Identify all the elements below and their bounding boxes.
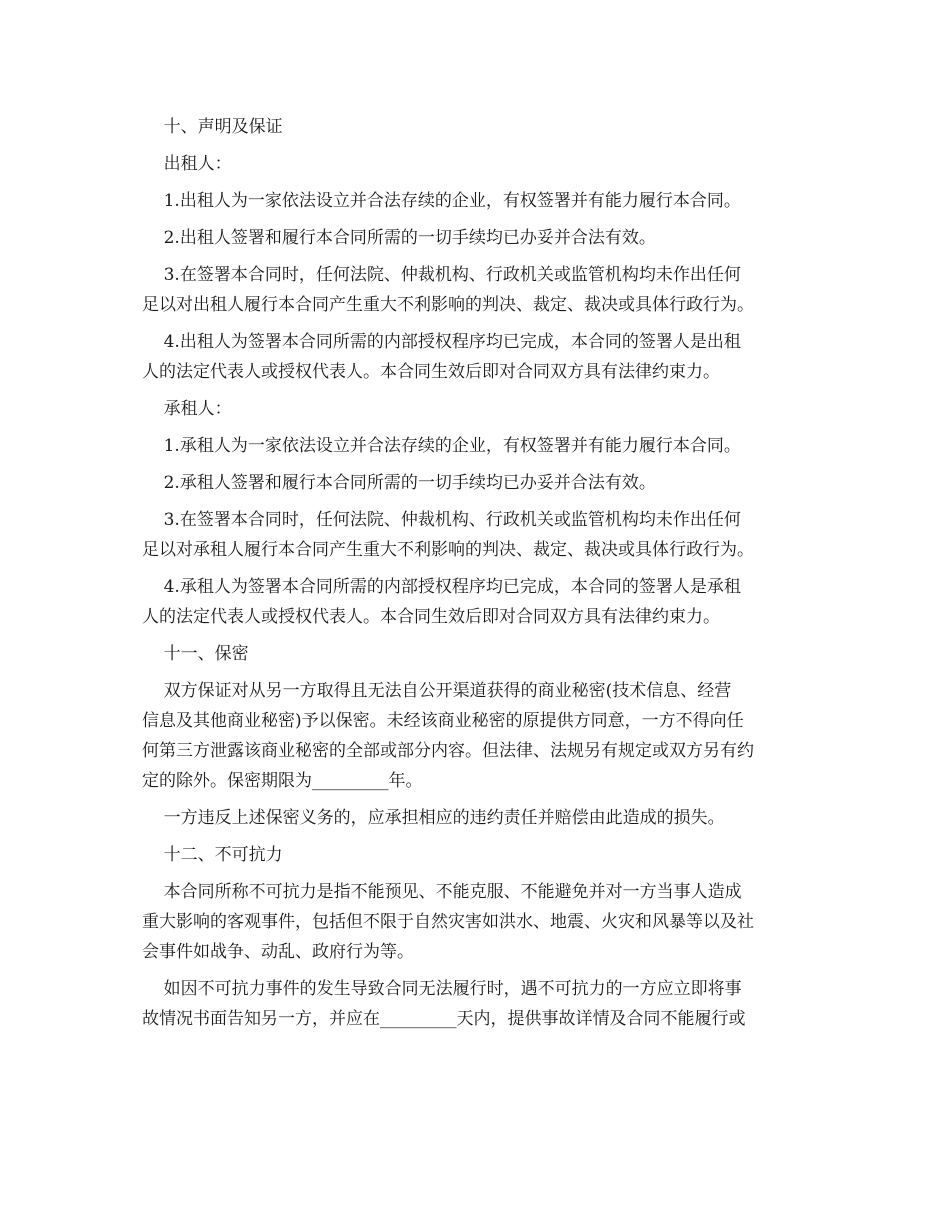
paragraph-line: 双方保证对从另一方取得且无法自公开渠道获得的商业秘密(技术信息、经营 bbox=[142, 681, 732, 701]
paragraph-line: 3.在签署本合同时，任何法院、仲裁机构、行政机关或监管机构均未作出任何 bbox=[142, 265, 741, 285]
document-body bbox=[142, 112, 810, 1034]
section-heading-11: 十一、保密 bbox=[142, 644, 249, 664]
paragraph-line: 信息及其他商业秘密)予以保密。未经该商业秘密的原提供方同意，一方不得向任 bbox=[142, 711, 744, 731]
lessee-label: 承租人： bbox=[142, 399, 232, 419]
paragraph-line: 3.在签署本合同时，任何法院、仲裁机构、行政机关或监管机构均未作出任何 bbox=[142, 510, 741, 530]
paragraph-line: 足以对承租人履行本合同产生重大不利影响的判决、裁定、裁决或具体行政行为。 bbox=[142, 540, 754, 560]
paragraph-line: 1.出租人为一家依法设立并合法存续的企业，有权签署并有能力履行本合同。 bbox=[142, 191, 741, 211]
paragraph-line: 如因不可抗力事件的发生导致合同无法履行时，遇不可抗力的一方应立即将事 bbox=[142, 979, 742, 999]
paragraph-line: 人的法定代表人或授权代表人。本合同生效后即对合同双方具有法律约束力。 bbox=[142, 607, 720, 627]
paragraph-line: 2.承租人签署和履行本合同所需的一切手续均已办妥并合法有效。 bbox=[142, 473, 656, 493]
paragraph-line: 人的法定代表人或授权代表人。本合同生效后即对合同双方具有法律约束力。 bbox=[142, 362, 720, 382]
paragraph-line: 1.承租人为一家依法设立并合法存续的企业，有权签署并有能力履行本合同。 bbox=[142, 436, 741, 456]
paragraph-line: 定的除外。保密期限为_________年。 bbox=[142, 771, 423, 791]
paragraph-line: 故情况书面告知另一方，并应在_________天内，提供事故详情及合同不能履行或 bbox=[142, 1009, 746, 1029]
paragraph-line: 会事件如战争、动乱、政府行为等。 bbox=[142, 942, 414, 962]
paragraph-line: 本合同所称不可抗力是指不能预见、不能克服、不能避免并对一方当事人造成 bbox=[142, 882, 742, 902]
paragraph-line: 4.承租人为签署本合同所需的内部授权程序均已完成，本合同的签署人是承租 bbox=[142, 577, 741, 597]
paragraph-line: 一方违反上述保密义务的，应承担相应的违约责任并赔偿由此造成的损失。 bbox=[142, 808, 725, 828]
paragraph-line: 4.出租人为签署本合同所需的内部授权程序均已完成，本合同的签署人是出租 bbox=[142, 332, 741, 352]
paragraph-line: 2.出租人签署和履行本合同所需的一切手续均已办妥并合法有效。 bbox=[142, 228, 656, 248]
paragraph-line: 重大影响的客观事件，包括但不限于自然灾害如洪水、地震、火灾和风暴等以及社 bbox=[142, 912, 754, 932]
paragraph-line: 足以对出租人履行本合同产生重大不利影响的判决、裁定、裁决或具体行政行为。 bbox=[142, 295, 754, 315]
section-heading-10: 十、声明及保证 bbox=[142, 117, 283, 137]
section-heading-12: 十二、不可抗力 bbox=[142, 845, 283, 865]
lessor-label: 出租人： bbox=[142, 154, 232, 174]
paragraph-line: 何第三方泄露该商业秘密的全部或部分内容。但法律、法规另有规定或双方另有约 bbox=[142, 741, 754, 761]
